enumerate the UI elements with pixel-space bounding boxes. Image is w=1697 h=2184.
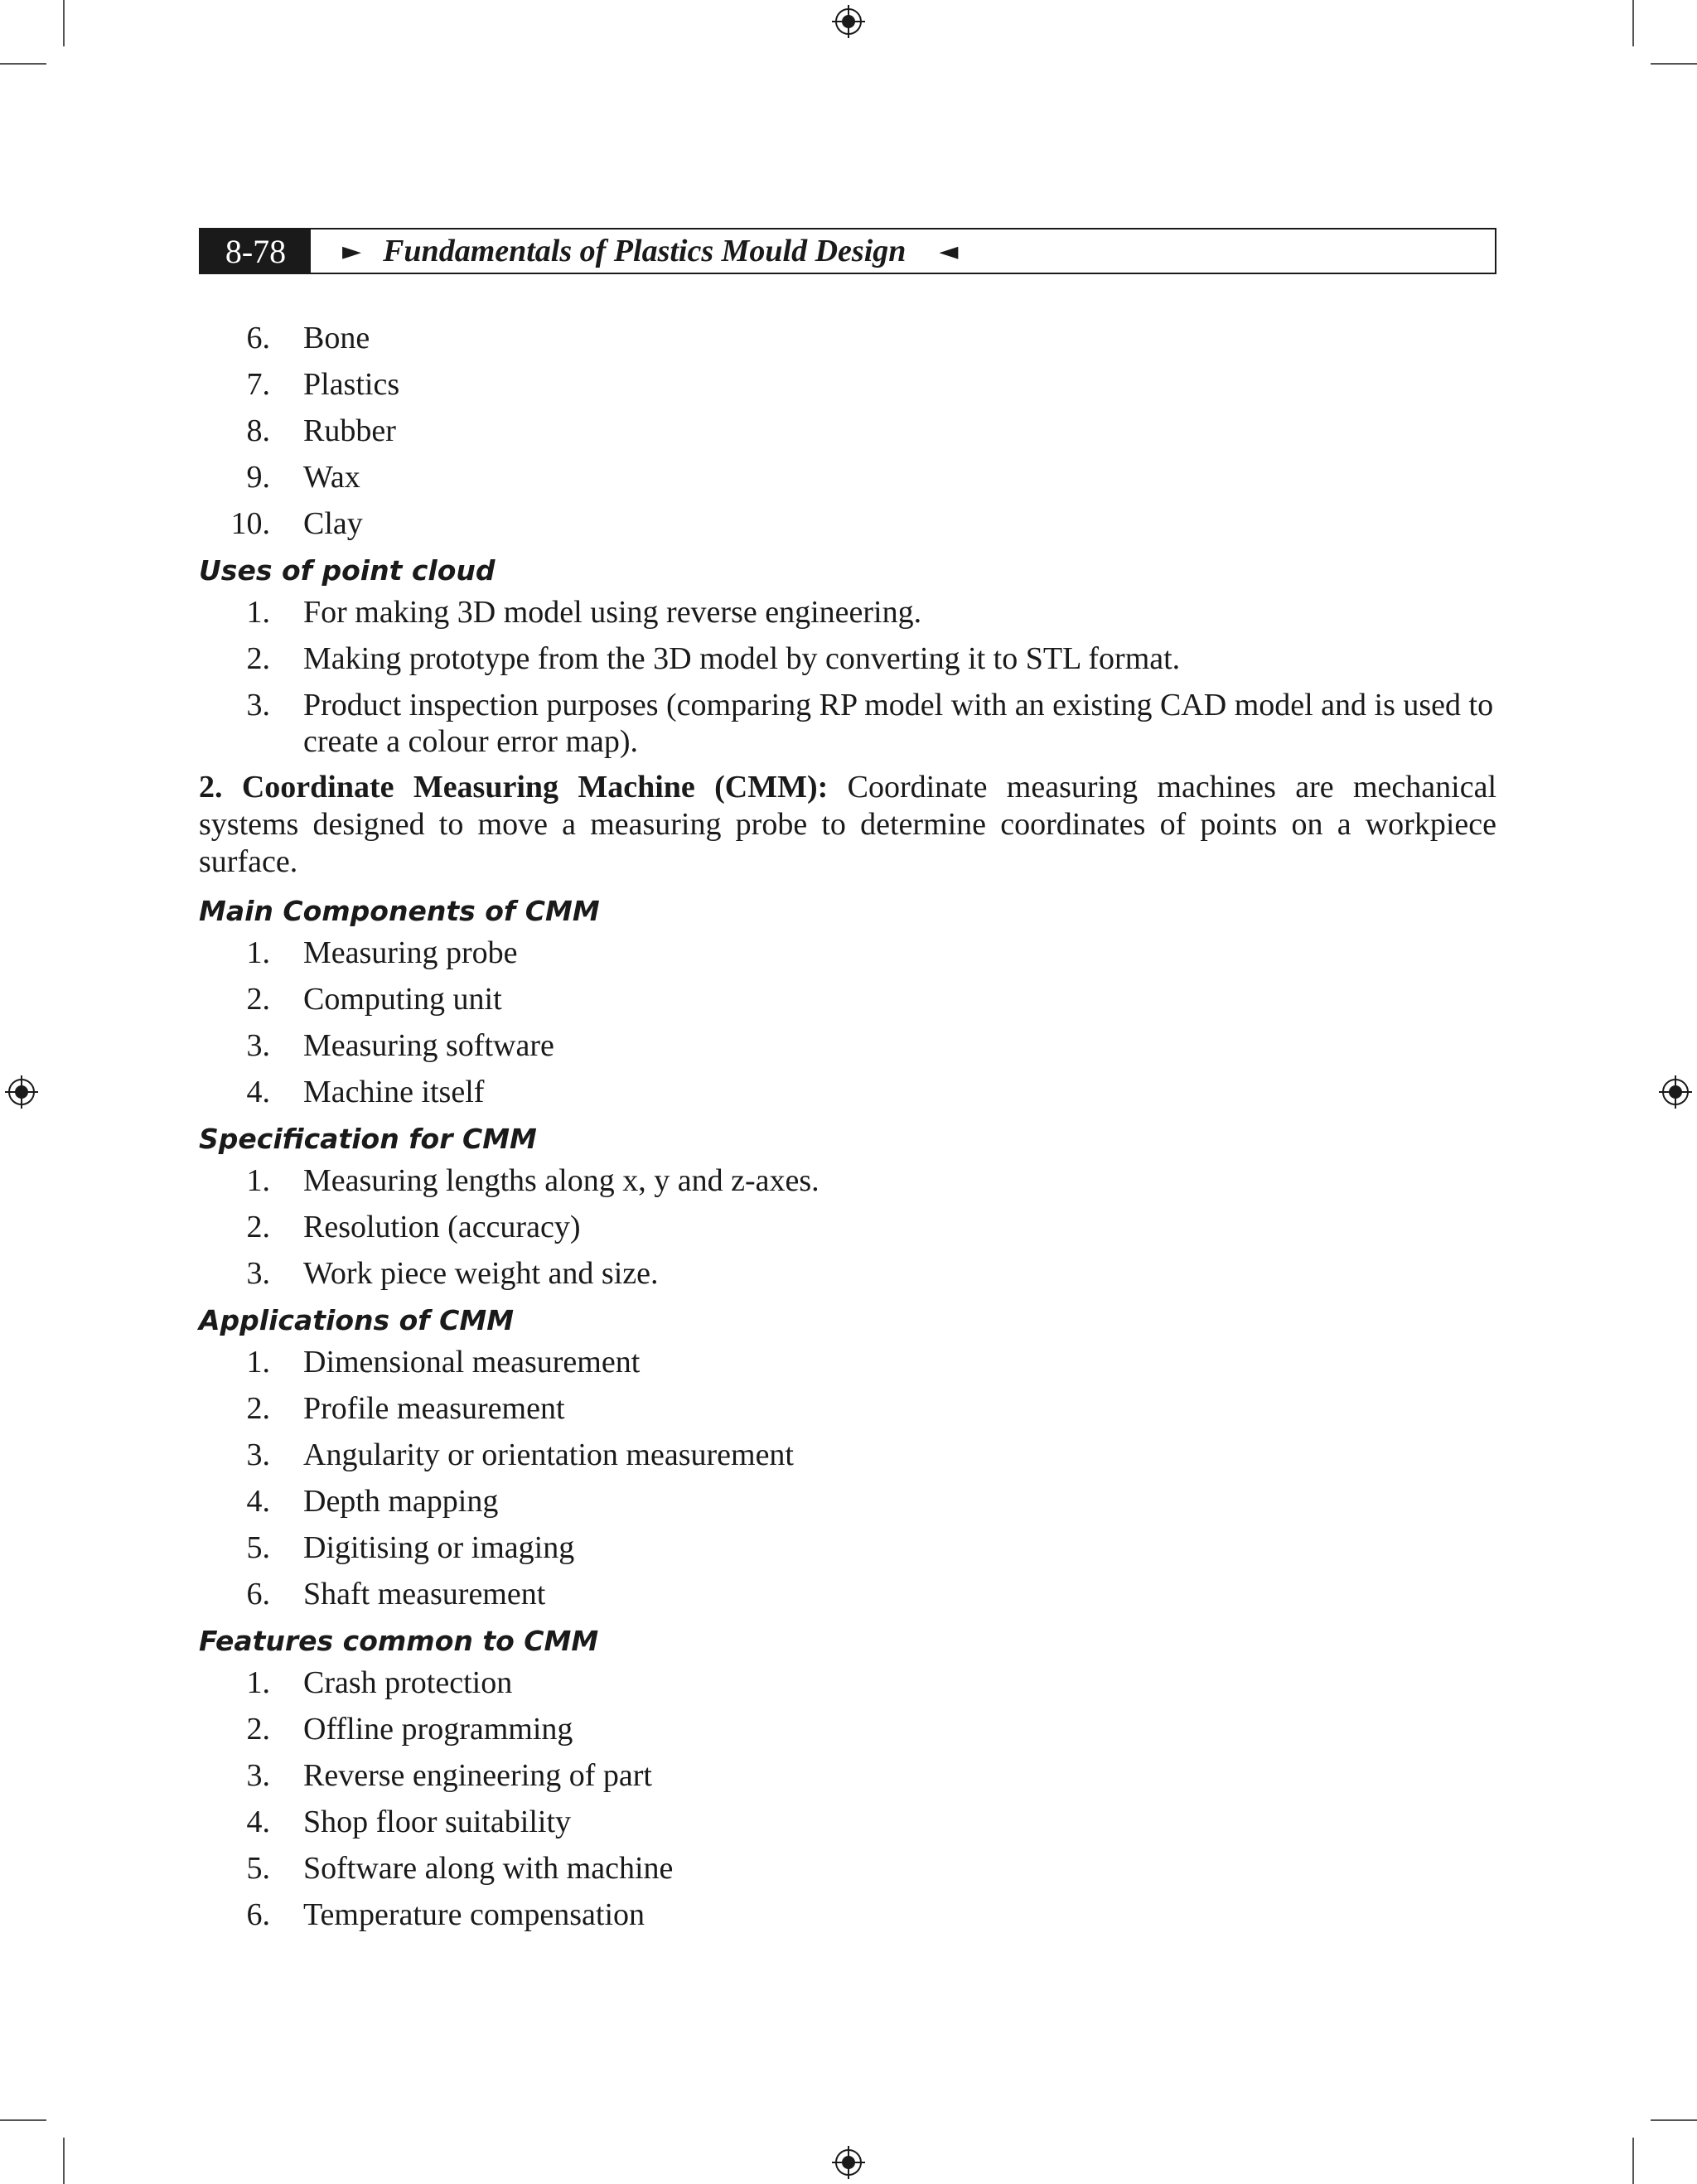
item-text: Offline programming (303, 1712, 573, 1747)
section-heading-applications: Applications of CMM (199, 1304, 515, 1336)
item-number: 7. (246, 367, 270, 402)
components-list (199, 935, 1496, 1111)
list-item (199, 1483, 1496, 1520)
item-number: 6. (246, 1897, 270, 1932)
item-text: Software along with machine (303, 1851, 674, 1886)
crop-mark (63, 0, 65, 46)
item-text: Angularity or orientation measurement (303, 1437, 794, 1472)
item-number: 2. (246, 1391, 270, 1426)
applications-list (199, 1344, 1496, 1613)
section-heading-point-cloud: Uses of point cloud (199, 554, 496, 587)
list-item (199, 1576, 1496, 1613)
right-arrow-icon: ► (342, 236, 362, 266)
item-text: Temperature compensation (303, 1897, 645, 1932)
section-heading-components: Main Components of CMM (199, 895, 600, 927)
item-number: 3. (246, 1028, 270, 1063)
list-item (199, 1897, 1496, 1934)
item-text: Plastics (303, 367, 400, 402)
item-number: 5. (246, 1530, 270, 1565)
page-content (199, 320, 1496, 1943)
list-item (199, 366, 1496, 403)
list-item (199, 640, 1496, 678)
item-number: 2. (246, 982, 270, 1017)
list-item (199, 935, 1496, 972)
item-number: 1. (246, 595, 270, 630)
page-number: 8-78 (201, 230, 311, 273)
list-item (199, 1209, 1496, 1246)
registration-mark-icon (1659, 1075, 1692, 1109)
crop-mark (0, 2119, 46, 2121)
running-header (199, 228, 1496, 274)
item-text: Product inspection purposes (comparing RP model with an existing CAD model and is used to create a colour error map). (303, 688, 1494, 759)
list-item (199, 459, 1496, 496)
list-item (199, 1074, 1496, 1111)
item-text: Making prototype from the 3D model by converting it to STL format. (303, 641, 1181, 676)
list-item (199, 505, 1496, 543)
item-text: Depth mapping (303, 1484, 499, 1519)
list-item (199, 1665, 1496, 1702)
crop-mark (1651, 63, 1697, 65)
list-item (199, 1757, 1496, 1795)
left-arrow-icon: ◄ (939, 236, 959, 266)
item-number: 2. (246, 1712, 270, 1747)
list-item (199, 320, 1496, 357)
item-text: Resolution (accuracy) (303, 1210, 581, 1244)
item-text: Measuring lengths along x, y and z-axes. (303, 1163, 819, 1198)
item-number: 6. (246, 321, 270, 355)
features-list (199, 1665, 1496, 1934)
cmm-description: Coordinate measuring machines are mechanical systems designed to move a measuring probe to determine coordinates of points on a workpiece surface. (199, 770, 1496, 879)
list-item (199, 981, 1496, 1018)
list-item (199, 1804, 1496, 1841)
item-text: Measuring probe (303, 935, 518, 970)
list-item (199, 1529, 1496, 1567)
crop-mark (0, 63, 46, 65)
item-text: Wax (303, 460, 360, 495)
item-number: 5. (246, 1851, 270, 1886)
item-text: Clay (303, 506, 363, 541)
list-item (199, 1344, 1496, 1381)
book-title: Fundamentals of Plastics Mould Design (383, 234, 907, 268)
item-number: 1. (246, 935, 270, 970)
item-number: 10. (230, 506, 270, 541)
item-number: 8. (246, 413, 270, 448)
item-text: Work piece weight and size. (303, 1256, 659, 1291)
item-text: Digitising or imaging (303, 1530, 575, 1565)
crop-mark (1632, 2138, 1634, 2184)
crop-mark (1651, 2119, 1697, 2121)
item-number: 4. (246, 1805, 270, 1839)
crop-mark (63, 2138, 65, 2184)
item-number: 1. (246, 1163, 270, 1198)
item-number: 2. (246, 1210, 270, 1244)
specification-list (199, 1162, 1496, 1293)
item-text: Bone (303, 321, 370, 355)
item-text: Rubber (303, 413, 396, 448)
item-number: 1. (246, 1665, 270, 1700)
item-text: Computing unit (303, 982, 502, 1017)
list-item (199, 1850, 1496, 1887)
item-text: Crash protection (303, 1665, 513, 1700)
item-text: Measuring software (303, 1028, 554, 1063)
item-text: Machine itself (303, 1075, 485, 1109)
item-number: 3. (246, 1256, 270, 1291)
item-text: Profile measurement (303, 1391, 565, 1426)
registration-mark-icon (832, 5, 865, 38)
list-item (199, 1162, 1496, 1200)
list-item (199, 687, 1496, 760)
cmm-title: 2. Coordinate Measuring Machine (CMM): (199, 770, 829, 805)
point-cloud-list (199, 594, 1496, 760)
list-item (199, 1255, 1496, 1293)
list-item (199, 1390, 1496, 1428)
item-number: 3. (246, 1758, 270, 1793)
item-number: 3. (246, 1437, 270, 1472)
list-item (199, 594, 1496, 631)
item-text: Dimensional measurement (303, 1345, 641, 1379)
item-text: For making 3D model using reverse engineering. (303, 595, 922, 630)
item-number: 4. (246, 1075, 270, 1109)
item-number: 1. (246, 1345, 270, 1379)
item-text: Reverse engineering of part (303, 1758, 652, 1793)
registration-mark-icon (832, 2146, 865, 2179)
list-item (199, 413, 1496, 450)
list-item (199, 1711, 1496, 1748)
item-number: 4. (246, 1484, 270, 1519)
section-heading-specification: Specification for CMM (199, 1123, 537, 1155)
item-number: 3. (246, 688, 270, 722)
item-number: 9. (246, 460, 270, 495)
crop-mark (1632, 0, 1634, 46)
registration-mark-icon (5, 1075, 38, 1109)
item-text: Shop floor suitability (303, 1805, 571, 1839)
cmm-paragraph (199, 769, 1496, 881)
list-item (199, 1027, 1496, 1065)
item-number: 6. (246, 1577, 270, 1611)
item-number: 2. (246, 641, 270, 676)
item-text: Shaft measurement (303, 1577, 546, 1611)
section-heading-features: Features common to CMM (199, 1625, 599, 1657)
list-item (199, 1437, 1496, 1474)
materials-list (199, 320, 1496, 543)
